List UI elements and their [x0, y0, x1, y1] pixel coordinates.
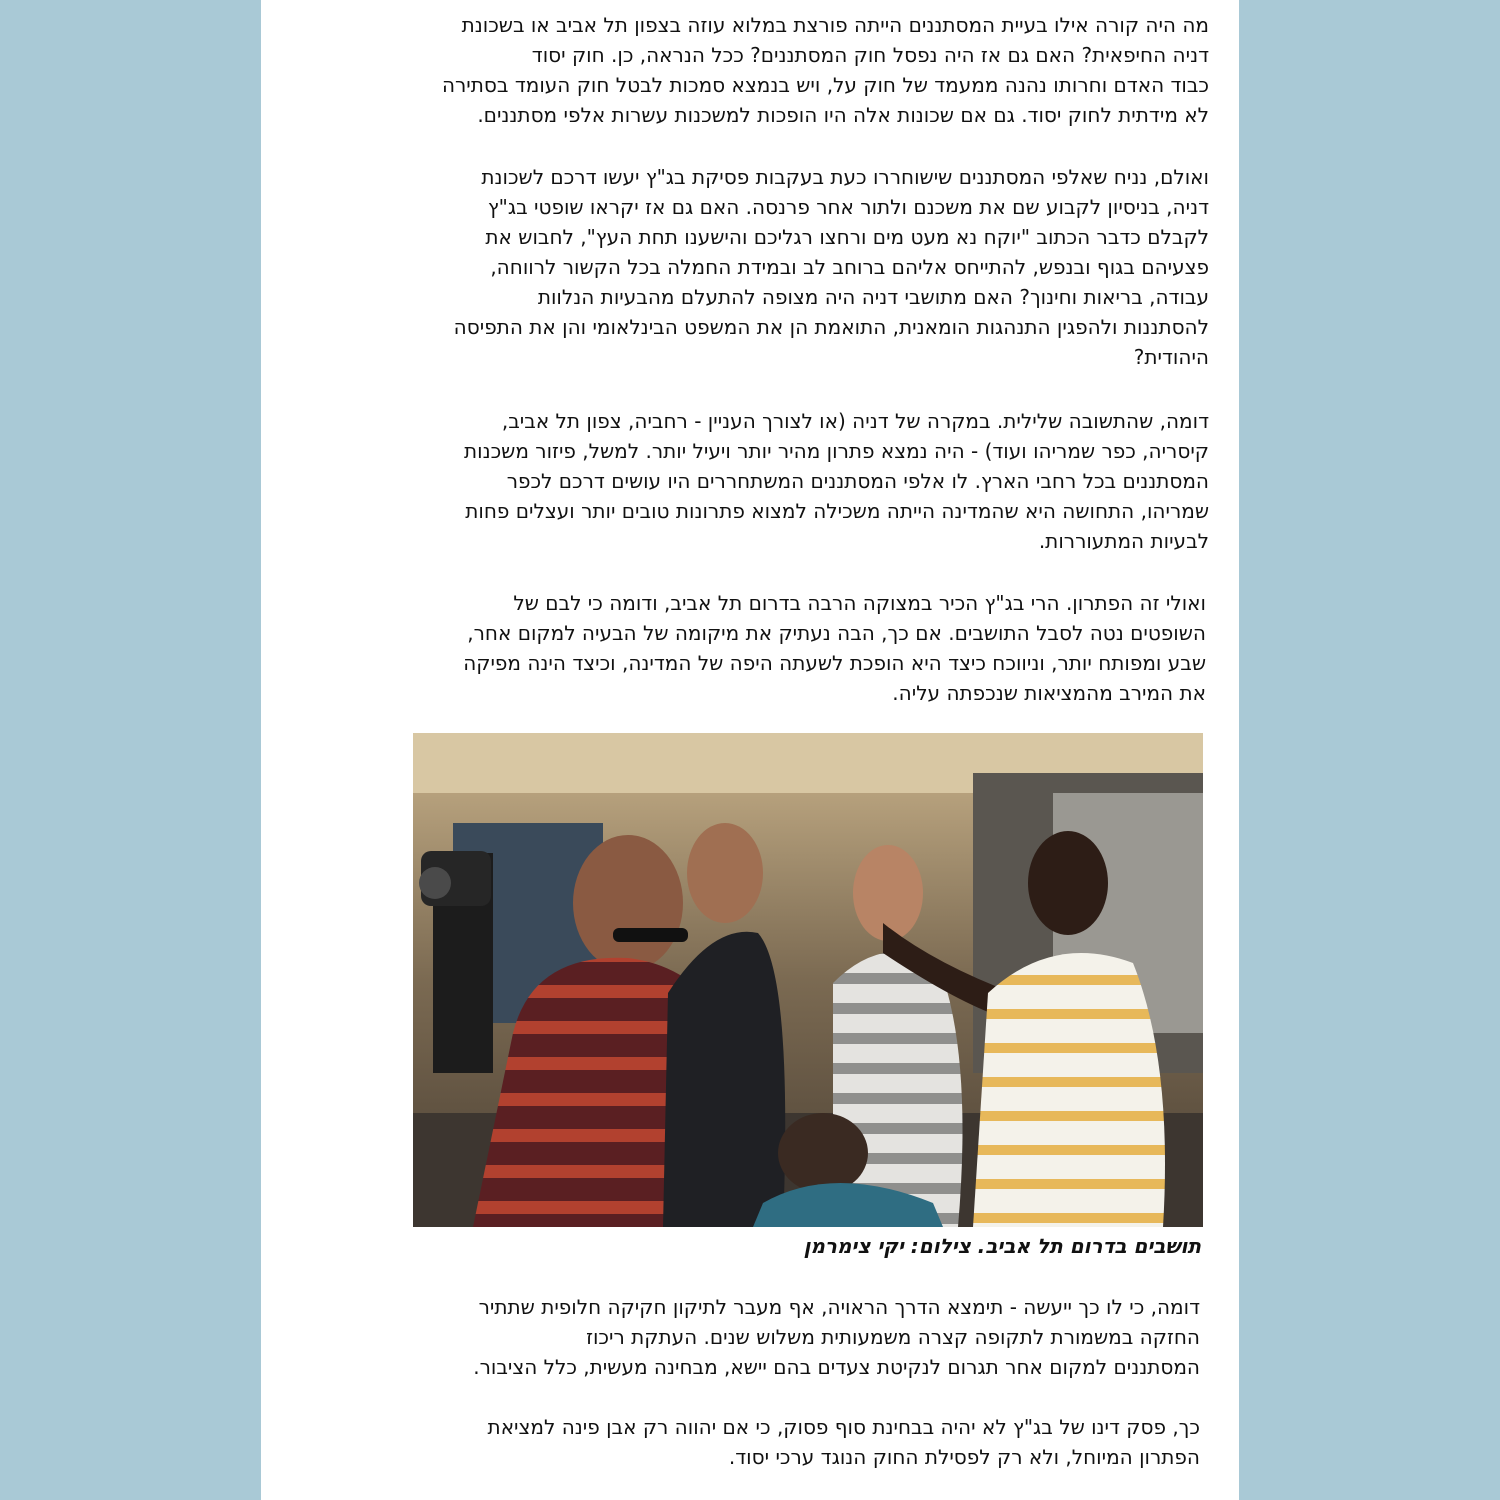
- photo-caption: תושבים בדרום תל אביב. צילום: יקי צימרמן: [803, 1234, 1201, 1258]
- paragraph-4: [463, 588, 1206, 708]
- text-line: המסתננים למקום אחר תגרום לנקיטת צעדים בהם יישא, מבחינה מעשית, כלל הציבור.: [473, 1355, 1200, 1379]
- text-line: דומה, כי לו כך ייעשה - תימצא הדרך הראויה, אף מעבר לתיקון חקיקה חלופית שתתיר: [478, 1295, 1200, 1319]
- text-line: היהודית?: [1133, 345, 1209, 369]
- street-photo: [413, 733, 1203, 1227]
- street-scene-image: [413, 733, 1203, 1227]
- text-line: דניה החיפאית? האם גם אז היה נפסל חוק המסתננים? ככל הנראה, כן. חוק יסוד: [531, 43, 1209, 67]
- paragraph-3: [464, 406, 1209, 556]
- text-line: כך, פסק דינו של בג"ץ לא יהיה בבחינת סוף פסוק, כי אם יהווה רק אבן פינה למציאת: [487, 1415, 1200, 1439]
- text-line: מה היה קורה אילו בעיית המסתננים הייתה פורצת במלוא עוזה בצפון תל אביב או בשכונת: [461, 13, 1209, 37]
- text-line: המסתננים בכל רחבי הארץ. לו אלפי המסתננים המשתחררים היו עושים דרכם לכפר: [506, 469, 1209, 493]
- text-line: לא מידתית לחוק יסוד. גם אם שכונות אלה היו הופכות למשכנות עשרות אלפי מסתננים.: [477, 103, 1209, 127]
- document-page: [261, 0, 1239, 1500]
- text-line: שמריהו, התחושה היא שהמדינה הייתה משכילה למצוא פתרונות טובים יותר ועצלים פחות: [465, 499, 1209, 523]
- text-line: פצעיהם בגוף ובנפש, להתייחס אליהם ברוחב לב ובמידת החמלה בכל הקשור לרווחה,: [490, 255, 1209, 279]
- paragraph-1: [442, 10, 1209, 130]
- text-line: עבודה, בריאות וחינוך? האם מתושבי דניה היה מצופה להתעלם מהבעיות הנלוות: [537, 285, 1209, 309]
- paragraph-6: [488, 1412, 1200, 1472]
- text-line: דומה, שהתשובה שלילית. במקרה של דניה (או לצורך העניין - רחביה, צפון תל אביב,: [501, 409, 1209, 433]
- text-line: את המירב מהמציאות שנכפתה עליה.: [892, 681, 1206, 705]
- text-line: החזקה במשמורת לתקופה קצרה משמעותית משלוש שנים. העתקת ריכוז: [586, 1325, 1200, 1349]
- text-line: לקבלם כדבר הכתוב "יוקח נא מעט מים ורחצו רגליכם והישענו תחת העץ", לחבוש את: [485, 225, 1209, 249]
- text-line: ואולי זה הפתרון. הרי בג"ץ הכיר במצוקה הרבה בדרום תל אביב, ודומה כי לבם של: [513, 591, 1206, 615]
- text-line: דניה, בניסיון לקבוע שם את משכנם ולתור אחר פרנסה. האם גם אז יקראו שופטי בג"ץ: [487, 195, 1209, 219]
- text-line: הפתרון המיוחל, ולא רק לפסילת החוק הנוגד ערכי יסוד.: [728, 1445, 1200, 1469]
- text-line: להסתננות ולהפגין התנהגות הומאנית, התואמת הן את המשפט הבינלאומי והן את התפיסה: [453, 315, 1209, 339]
- text-line: שבע ומפותח יותר, וניווכח כיצד היא הופכת לשעתה היפה של המדינה, וכיצד הינה מפיקה: [463, 651, 1206, 675]
- paragraph-2: [454, 162, 1209, 372]
- text-line: כבוד האדם וחרותו נהנה ממעמד של חוק על, ויש בנמצא סמכות לבטל חוק העומד בסתירה: [441, 73, 1209, 97]
- text-line: השופטים נטה לסבל התושבים. אם כך, הבה נעתיק את מיקומה של הבעיה למקום אחר,: [467, 621, 1206, 645]
- text-line: ואולם, נניח שאלפי המסתננים שישוחררו כעת בעקבות פסיקת בג"ץ יעשו דרכם לשכונת: [481, 165, 1209, 189]
- text-line: קיסריה, כפר שמריהו ועוד) - היה נמצא פתרון מהיר יותר ויעיל יותר. למשל, פיזור משכנות: [464, 439, 1209, 463]
- paragraph-5: [473, 1292, 1200, 1382]
- text-line: לבעיות המתעוררות.: [1038, 529, 1209, 553]
